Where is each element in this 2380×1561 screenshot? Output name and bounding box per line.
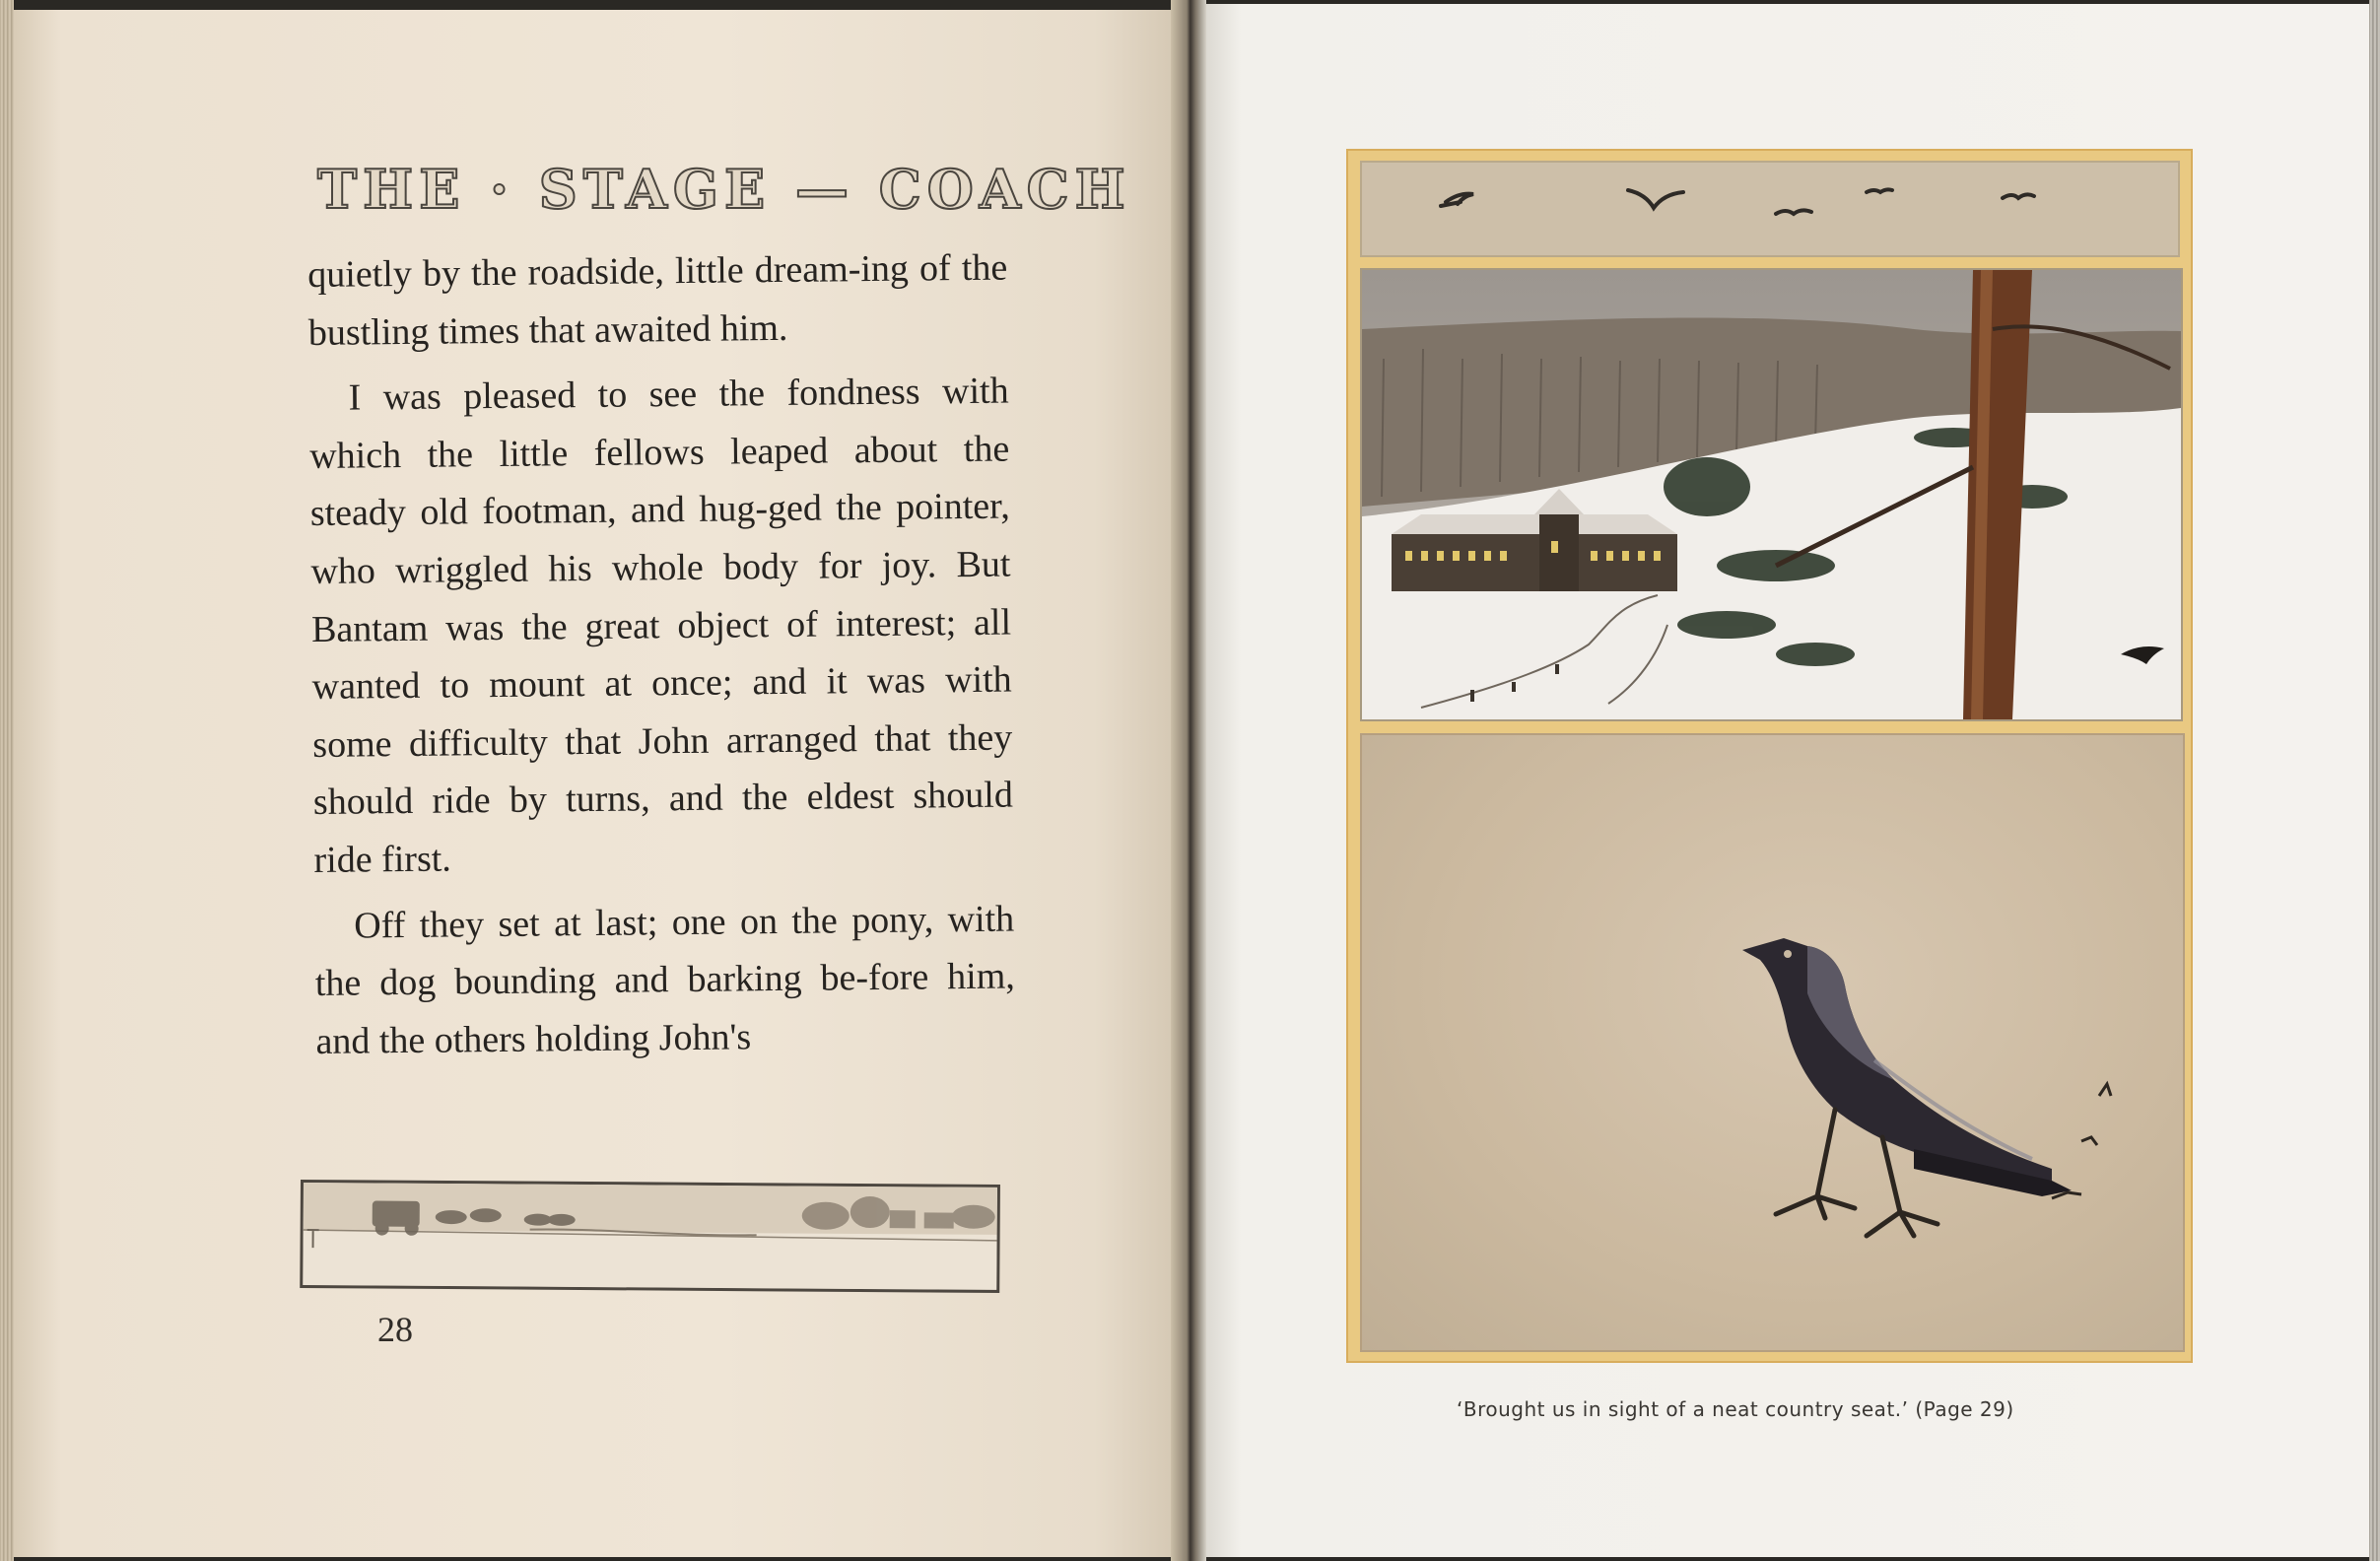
left-page-edge [0, 0, 14, 1561]
plate-country-seat-scene [1360, 268, 2183, 721]
plate-caption: ‘Brought us in sight of a neat country seat.’ (Page 29) [1457, 1397, 2014, 1421]
flying-birds-illustration [1362, 163, 2178, 255]
plate-birds-panel [1360, 161, 2180, 257]
crow-illustration [1362, 735, 2183, 1350]
page-number: 28 [377, 1310, 413, 1349]
stagecoach-vignette [300, 1180, 1000, 1293]
paragraph-3: Off they set at last; one on the pony, with the dog bounding and barking be-fore him, and the others holding John's [314, 898, 1016, 1062]
body-text [307, 239, 1016, 1071]
winter-country-house-illustration [1362, 270, 2181, 719]
plate-crow-panel [1360, 733, 2185, 1352]
book-gutter [1171, 0, 1206, 1561]
running-head: THE · STAGE — COACH [317, 158, 1131, 221]
right-page-edge [2369, 0, 2380, 1561]
paragraph-1: quietly by the roadside, little dream-ing of the bustling times that awaited him. [307, 246, 1008, 354]
stagecoach-illustration [303, 1183, 997, 1290]
paragraph-2: I was pleased to see the fondness with which the little fellows leaped about the steady old footman, and hug-ged the pointer, who wriggled his whole body for joy. But Bantam was the great object of interest; all wanted to mount at once; and it was with some difficulty that John arranged that they should ride by turns, and the eldest should ride first. [309, 370, 1014, 881]
